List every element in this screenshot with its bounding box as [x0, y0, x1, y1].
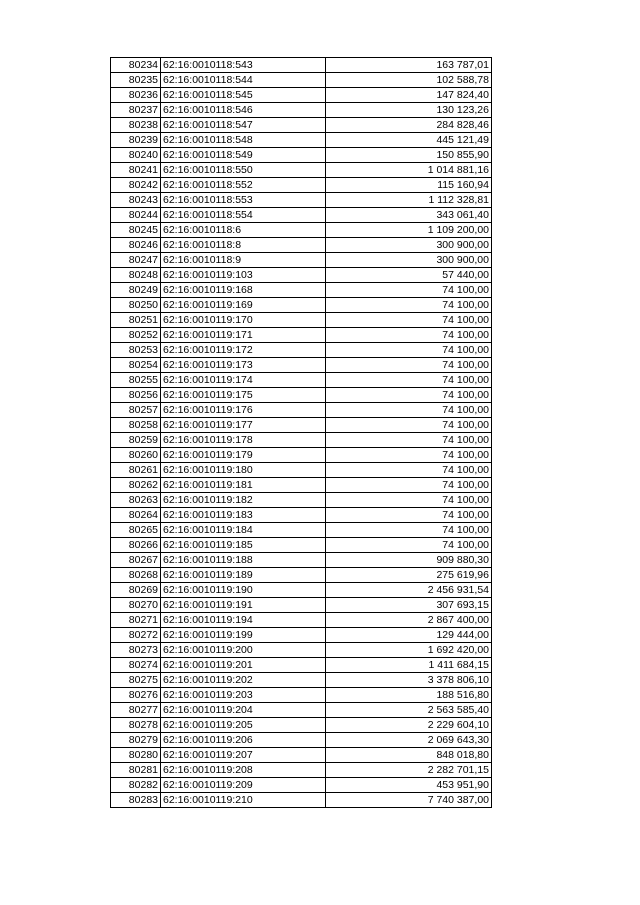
row-number: 80244 [111, 208, 161, 223]
cadastral-value: 163 787,01 [326, 58, 492, 73]
cadastral-number: 62:16:0010118:549 [161, 148, 326, 163]
cadastral-number: 62:16:0010119:194 [161, 613, 326, 628]
cadastral-number: 62:16:0010118:553 [161, 193, 326, 208]
table-row [111, 628, 492, 643]
cadastral-number: 62:16:0010119:183 [161, 508, 326, 523]
cadastral-value: 74 100,00 [326, 373, 492, 388]
cadastral-value: 300 900,00 [326, 253, 492, 268]
cadastral-value: 74 100,00 [326, 493, 492, 508]
row-number: 80275 [111, 673, 161, 688]
cadastral-value: 453 951,90 [326, 778, 492, 793]
cadastral-number: 62:16:0010119:210 [161, 793, 326, 808]
row-number: 80259 [111, 433, 161, 448]
cadastral-value: 2 282 701,15 [326, 763, 492, 778]
row-number: 80251 [111, 313, 161, 328]
cadastral-number: 62:16:0010119:173 [161, 358, 326, 373]
cadastral-number: 62:16:0010119:209 [161, 778, 326, 793]
row-number: 80247 [111, 253, 161, 268]
row-number: 80256 [111, 388, 161, 403]
row-number: 80248 [111, 268, 161, 283]
table-row [111, 253, 492, 268]
cadastral-number: 62:16:0010119:188 [161, 553, 326, 568]
cadastral-value: 2 456 931,54 [326, 583, 492, 598]
cadastral-number: 62:16:0010119:175 [161, 388, 326, 403]
cadastral-value: 74 100,00 [326, 448, 492, 463]
cadastral-number: 62:16:0010119:178 [161, 433, 326, 448]
cadastral-value: 343 061,40 [326, 208, 492, 223]
cadastral-value: 74 100,00 [326, 283, 492, 298]
cadastral-value: 74 100,00 [326, 463, 492, 478]
table-row [111, 508, 492, 523]
table-row [111, 433, 492, 448]
row-number: 80281 [111, 763, 161, 778]
table-row [111, 553, 492, 568]
table-row [111, 133, 492, 148]
row-number: 80260 [111, 448, 161, 463]
table-row [111, 388, 492, 403]
cadastral-value: 74 100,00 [326, 328, 492, 343]
cadastral-number: 62:16:0010118:547 [161, 118, 326, 133]
table-row [111, 328, 492, 343]
row-number: 80283 [111, 793, 161, 808]
row-number: 80245 [111, 223, 161, 238]
cadastral-number: 62:16:0010119:176 [161, 403, 326, 418]
cadastral-number: 62:16:0010119:174 [161, 373, 326, 388]
row-number: 80271 [111, 613, 161, 628]
table-row [111, 748, 492, 763]
cadastral-number: 62:16:0010119:207 [161, 748, 326, 763]
table-row [111, 313, 492, 328]
cadastral-number: 62:16:0010118:544 [161, 73, 326, 88]
row-number: 80276 [111, 688, 161, 703]
cadastral-value: 848 018,80 [326, 748, 492, 763]
cadastral-value: 1 411 684,15 [326, 658, 492, 673]
cadastral-value: 102 588,78 [326, 73, 492, 88]
cadastral-value: 74 100,00 [326, 478, 492, 493]
cadastral-value: 74 100,00 [326, 298, 492, 313]
cadastral-number: 62:16:0010119:172 [161, 343, 326, 358]
cadastral-number: 62:16:0010119:179 [161, 448, 326, 463]
cadastral-number: 62:16:0010118:6 [161, 223, 326, 238]
cadastral-number: 62:16:0010119:199 [161, 628, 326, 643]
row-number: 80253 [111, 343, 161, 358]
table-row [111, 703, 492, 718]
table-row [111, 643, 492, 658]
row-number: 80267 [111, 553, 161, 568]
table-row [111, 238, 492, 253]
row-number: 80280 [111, 748, 161, 763]
cadastral-number: 62:16:0010118:545 [161, 88, 326, 103]
table-row [111, 343, 492, 358]
cadastral-number: 62:16:0010118:554 [161, 208, 326, 223]
cadastral-value: 1 109 200,00 [326, 223, 492, 238]
table-row [111, 418, 492, 433]
table-row [111, 613, 492, 628]
cadastral-number: 62:16:0010118:8 [161, 238, 326, 253]
row-number: 80272 [111, 628, 161, 643]
table-row [111, 148, 492, 163]
table-row [111, 163, 492, 178]
cadastral-number: 62:16:0010119:181 [161, 478, 326, 493]
cadastral-value: 74 100,00 [326, 403, 492, 418]
table-row [111, 298, 492, 313]
row-number: 80264 [111, 508, 161, 523]
cadastral-number: 62:16:0010119:190 [161, 583, 326, 598]
cadastral-value: 150 855,90 [326, 148, 492, 163]
cadastral-value: 2 069 643,30 [326, 733, 492, 748]
cadastral-value: 188 516,80 [326, 688, 492, 703]
table-row [111, 718, 492, 733]
cadastral-number: 62:16:0010119:182 [161, 493, 326, 508]
cadastral-number: 62:16:0010119:205 [161, 718, 326, 733]
cadastral-value: 74 100,00 [326, 433, 492, 448]
row-number: 80243 [111, 193, 161, 208]
table-row [111, 118, 492, 133]
row-number: 80239 [111, 133, 161, 148]
cadastral-number: 62:16:0010118:548 [161, 133, 326, 148]
table-row [111, 103, 492, 118]
cadastral-value: 74 100,00 [326, 358, 492, 373]
table-row [111, 73, 492, 88]
table-row [111, 283, 492, 298]
row-number: 80234 [111, 58, 161, 73]
table-row [111, 58, 492, 73]
row-number: 80246 [111, 238, 161, 253]
row-number: 80254 [111, 358, 161, 373]
cadastral-number: 62:16:0010119:189 [161, 568, 326, 583]
table-row [111, 793, 492, 808]
cadastral-number: 62:16:0010119:200 [161, 643, 326, 658]
cadastral-number: 62:16:0010119:170 [161, 313, 326, 328]
table-row [111, 733, 492, 748]
cadastral-value: 1 014 881,16 [326, 163, 492, 178]
table-row [111, 88, 492, 103]
table-row [111, 598, 492, 613]
cadastral-number: 62:16:0010119:202 [161, 673, 326, 688]
table-row [111, 223, 492, 238]
row-number: 80268 [111, 568, 161, 583]
row-number: 80282 [111, 778, 161, 793]
row-number: 80240 [111, 148, 161, 163]
row-number: 80277 [111, 703, 161, 718]
row-number: 80257 [111, 403, 161, 418]
row-number: 80274 [111, 658, 161, 673]
row-number: 80270 [111, 598, 161, 613]
cadastral-value: 129 444,00 [326, 628, 492, 643]
row-number: 80278 [111, 718, 161, 733]
row-number: 80236 [111, 88, 161, 103]
cadastral-number: 62:16:0010118:550 [161, 163, 326, 178]
cadastral-number: 62:16:0010119:204 [161, 703, 326, 718]
row-number: 80235 [111, 73, 161, 88]
table-row [111, 568, 492, 583]
cadastral-value: 1 112 328,81 [326, 193, 492, 208]
cadastral-value: 57 440,00 [326, 268, 492, 283]
cadastral-value: 300 900,00 [326, 238, 492, 253]
cadastral-number: 62:16:0010119:171 [161, 328, 326, 343]
cadastral-value: 275 619,96 [326, 568, 492, 583]
table-row [111, 493, 492, 508]
cadastral-value: 3 378 806,10 [326, 673, 492, 688]
table-row [111, 358, 492, 373]
cadastral-number: 62:16:0010119:103 [161, 268, 326, 283]
cadastral-value: 147 824,40 [326, 88, 492, 103]
cadastral-value: 74 100,00 [326, 508, 492, 523]
cadastral-value: 74 100,00 [326, 343, 492, 358]
cadastral-number: 62:16:0010118:552 [161, 178, 326, 193]
row-number: 80279 [111, 733, 161, 748]
table-row [111, 778, 492, 793]
row-number: 80242 [111, 178, 161, 193]
table-row [111, 403, 492, 418]
cadastral-value: 7 740 387,00 [326, 793, 492, 808]
table-row [111, 478, 492, 493]
cadastral-number: 62:16:0010119:208 [161, 763, 326, 778]
row-number: 80258 [111, 418, 161, 433]
cadastral-value-table [110, 57, 492, 808]
cadastral-value: 74 100,00 [326, 388, 492, 403]
table-body [111, 58, 492, 808]
row-number: 80262 [111, 478, 161, 493]
cadastral-value: 130 123,26 [326, 103, 492, 118]
table-row [111, 448, 492, 463]
table-row [111, 373, 492, 388]
row-number: 80237 [111, 103, 161, 118]
cadastral-number: 62:16:0010119:168 [161, 283, 326, 298]
cadastral-value: 74 100,00 [326, 313, 492, 328]
cadastral-value: 115 160,94 [326, 178, 492, 193]
table-row [111, 523, 492, 538]
row-number: 80238 [111, 118, 161, 133]
cadastral-value: 1 692 420,00 [326, 643, 492, 658]
table-row [111, 538, 492, 553]
cadastral-number: 62:16:0010118:546 [161, 103, 326, 118]
cadastral-number: 62:16:0010119:169 [161, 298, 326, 313]
row-number: 80250 [111, 298, 161, 313]
table-row [111, 268, 492, 283]
table-row [111, 463, 492, 478]
table-row [111, 688, 492, 703]
cadastral-value: 74 100,00 [326, 418, 492, 433]
cadastral-number: 62:16:0010119:177 [161, 418, 326, 433]
table-row [111, 178, 492, 193]
cadastral-number: 62:16:0010119:206 [161, 733, 326, 748]
row-number: 80241 [111, 163, 161, 178]
cadastral-value: 2 563 585,40 [326, 703, 492, 718]
cadastral-number: 62:16:0010119:191 [161, 598, 326, 613]
table-row [111, 208, 492, 223]
cadastral-value: 74 100,00 [326, 538, 492, 553]
row-number: 80263 [111, 493, 161, 508]
cadastral-value: 2 229 604,10 [326, 718, 492, 733]
table-row [111, 763, 492, 778]
row-number: 80269 [111, 583, 161, 598]
cadastral-value: 284 828,46 [326, 118, 492, 133]
cadastral-value: 307 693,15 [326, 598, 492, 613]
cadastral-value: 445 121,49 [326, 133, 492, 148]
row-number: 80261 [111, 463, 161, 478]
cadastral-number: 62:16:0010119:201 [161, 658, 326, 673]
table-row [111, 583, 492, 598]
cadastral-number: 62:16:0010119:184 [161, 523, 326, 538]
row-number: 80265 [111, 523, 161, 538]
cadastral-value: 74 100,00 [326, 523, 492, 538]
table-row [111, 193, 492, 208]
cadastral-number: 62:16:0010119:185 [161, 538, 326, 553]
row-number: 80252 [111, 328, 161, 343]
cadastral-number: 62:16:0010118:9 [161, 253, 326, 268]
row-number: 80249 [111, 283, 161, 298]
row-number: 80255 [111, 373, 161, 388]
cadastral-number: 62:16:0010118:543 [161, 58, 326, 73]
table-row [111, 673, 492, 688]
row-number: 80266 [111, 538, 161, 553]
row-number: 80273 [111, 643, 161, 658]
cadastral-number: 62:16:0010119:180 [161, 463, 326, 478]
cadastral-value: 909 880,30 [326, 553, 492, 568]
cadastral-value: 2 867 400,00 [326, 613, 492, 628]
table-row [111, 658, 492, 673]
cadastral-number: 62:16:0010119:203 [161, 688, 326, 703]
